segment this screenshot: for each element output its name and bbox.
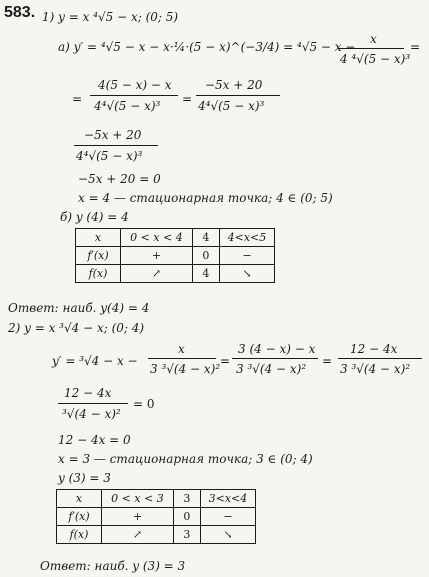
table-cell: 0 < x < 3 — [102, 490, 174, 508]
equals-sign: = — [220, 354, 231, 368]
part2-zero-num: 12 − 4x — [64, 386, 112, 400]
table-row — [76, 229, 275, 247]
table-cell: 4 — [192, 265, 219, 283]
part1-derivative: а) y′ = ⁴√5 − x − x·¼·(5 − x)^(−3/4) = ⁴√5 − x − — [58, 40, 356, 54]
part1-simplify-den1: 4⁴√(5 − x)³ — [94, 99, 161, 113]
fraction-bar — [90, 95, 178, 96]
part1-header: 1) y = x ⁴√5 − x; (0; 5) — [42, 10, 179, 24]
fraction-bar — [338, 48, 404, 49]
part2-frac2-num: 3 (4 − x) − x — [238, 342, 316, 356]
increasing-arrow-icon: ↗ — [121, 265, 193, 283]
table-cell: 3 — [173, 526, 200, 544]
table-row — [57, 508, 256, 526]
table-cell: 0 — [192, 247, 219, 265]
part1-zero-den: 4⁴√(5 − x)³ — [76, 149, 143, 163]
table-cell: x — [57, 490, 102, 508]
table-cell: 4<x<5 — [219, 229, 274, 247]
part2-frac1-den: 3 ³√(4 − x)² — [150, 362, 221, 376]
decreasing-arrow-icon: ↘ — [219, 265, 274, 283]
table-cell: + — [102, 508, 174, 526]
table-cell: f′(x) — [76, 247, 121, 265]
part2-frac3-num: 12 − 4x — [350, 342, 398, 356]
part1-simplify-num1: 4(5 − x) − x — [98, 78, 172, 92]
equals-sign: = — [72, 92, 83, 106]
table-cell: 0 — [173, 508, 200, 526]
part2-frac1-num: x — [178, 342, 185, 356]
part2-zero-eq: = 0 — [133, 397, 155, 411]
part1-answer: Ответ: наиб. y(4) = 4 — [8, 301, 150, 315]
table-cell: − — [200, 508, 255, 526]
part1-zero-num: −5x + 20 — [84, 128, 142, 142]
increasing-arrow-icon: ↗ — [102, 526, 174, 544]
table-cell: + — [121, 247, 193, 265]
fraction-bar — [58, 403, 128, 404]
table-cell: f(x) — [76, 265, 121, 283]
fraction-bar — [74, 145, 158, 146]
table-row — [76, 247, 275, 265]
part1-equation: −5x + 20 = 0 — [78, 172, 161, 186]
equals-sign: = — [322, 354, 333, 368]
part2-y-value: y (3) = 3 — [58, 471, 111, 485]
fraction-bar — [148, 358, 216, 359]
table-cell: 3<x<4 — [200, 490, 255, 508]
part2-zero-den: ³√(4 − x)² — [62, 407, 121, 421]
part2-header: 2) y = x ³√4 − x; (0; 4) — [8, 321, 145, 335]
table-cell: − — [219, 247, 274, 265]
table-cell: x — [76, 229, 121, 247]
part1-stationary-point: x = 4 — стационарная точка; 4 ∈ (0; 5) — [78, 191, 333, 205]
part2-answer: Ответ: наиб. y (3) = 3 — [40, 559, 186, 573]
fraction-bar — [338, 358, 422, 359]
problem-number: 583. — [4, 4, 36, 21]
part2-frac2-den: 3 ³√(4 − x)² — [236, 362, 307, 376]
sign-table-part1 — [75, 228, 275, 283]
part1-simplify-num2: −5x + 20 — [205, 78, 263, 92]
part1-simplify-den2: 4⁴√(5 − x)³ — [198, 99, 265, 113]
fraction-bar — [196, 95, 280, 96]
fraction-bar — [232, 358, 318, 359]
table-cell: 4 — [192, 229, 219, 247]
sign-table-part2 — [56, 489, 256, 544]
part1-step-b: б) y (4) = 4 — [60, 210, 129, 224]
table-cell: 0 < x < 4 — [121, 229, 193, 247]
equals-sign: = — [410, 40, 421, 54]
part1-derivative-frac-num: x — [370, 32, 377, 46]
part1-derivative-frac-den: 4 ⁴√(5 − x)³ — [340, 52, 411, 66]
table-row — [76, 265, 275, 283]
part2-frac3-den: 3 ³√(4 − x)² — [340, 362, 411, 376]
equals-sign: = — [182, 92, 193, 106]
table-cell: 3 — [173, 490, 200, 508]
table-cell: f(x) — [57, 526, 102, 544]
part2-derivative-pre: y′ = ³√4 − x − — [52, 354, 138, 368]
part2-stationary-point: x = 3 — стационарная точка; 3 ∈ (0; 4) — [58, 452, 313, 466]
table-cell: f′(x) — [57, 508, 102, 526]
table-row — [57, 490, 256, 508]
decreasing-arrow-icon: ↘ — [200, 526, 255, 544]
table-row — [57, 526, 256, 544]
part2-equation: 12 − 4x = 0 — [58, 433, 131, 447]
